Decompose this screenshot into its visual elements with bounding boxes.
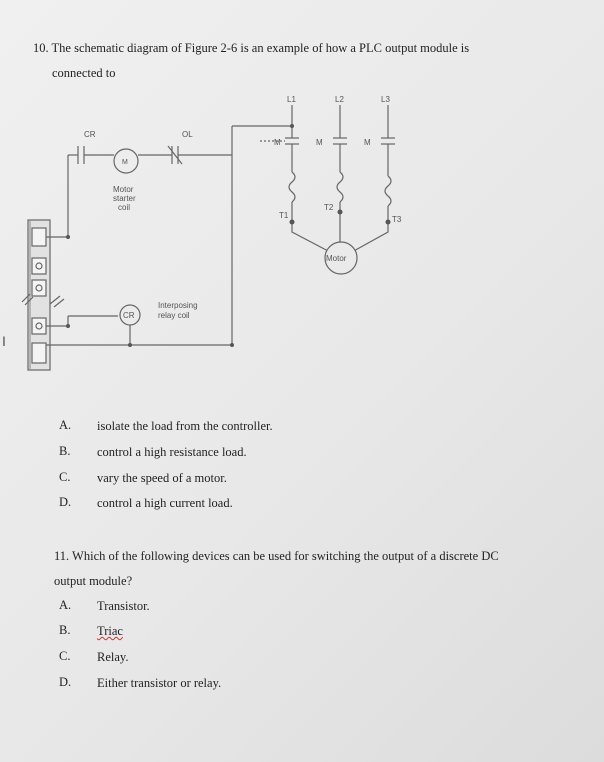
q10-option-c[interactable]: vary the speed of a motor. [97, 471, 227, 485]
q11-option-a-letter: A. [59, 598, 72, 612]
m1-label: M [274, 138, 281, 147]
q11-option-d[interactable]: Either transistor or relay. [97, 676, 222, 690]
q11-option-c-letter: C. [59, 649, 71, 663]
t2-label: T2 [324, 203, 334, 212]
q11-text-line1: 11. Which of the following devices can be used for switching the output of a discrete DC [54, 549, 499, 563]
schematic-diagram [0, 88, 604, 398]
t1-label: T1 [279, 211, 289, 220]
q10-text-line2: connected to [52, 66, 116, 80]
q11-text-line2: output module? [54, 574, 133, 588]
cr-contact-label: CR [84, 130, 96, 139]
l2-label: L2 [335, 95, 344, 104]
q11-option-b-letter: B. [59, 623, 71, 637]
text-cursor-icon: I [2, 333, 6, 349]
q10-option-a-letter: A. [59, 418, 72, 432]
l1-label: L1 [287, 95, 296, 104]
q10-option-d[interactable]: control a high current load. [97, 496, 233, 510]
cr-coil-label: CR [123, 311, 135, 320]
ol-contact-label: OL [182, 130, 193, 139]
terminal-1 [32, 258, 46, 274]
terminal-l2 [32, 343, 46, 363]
motor-starter-label-2: starter [113, 194, 136, 203]
terminal-l1 [32, 228, 46, 246]
t3-label: T3 [392, 215, 402, 224]
m-coil-label: M [122, 159, 128, 166]
q10-option-d-letter: D. [59, 495, 72, 509]
interposing-label-1: Interposing [158, 301, 198, 310]
m3-label: M [364, 138, 371, 147]
motor-label: Motor [326, 254, 347, 263]
q10-text-line1: 10. The schematic diagram of Figure 2-6 is an example of how a PLC output module is [33, 41, 470, 55]
q11-option-d-letter: D. [59, 675, 72, 689]
m2-label: M [316, 138, 323, 147]
q10-option-b[interactable]: control a high resistance load. [97, 445, 247, 459]
motor-starter-label-3: coil [118, 203, 131, 212]
terminal-2 [32, 280, 46, 296]
q10-option-c-letter: C. [59, 470, 71, 484]
q10-option-b-letter: B. [59, 444, 71, 458]
terminal-3 [32, 318, 46, 334]
l3-label: L3 [381, 95, 390, 104]
motor-starter-label-1: Motor [113, 185, 134, 194]
q11-option-a[interactable]: Transistor. [97, 599, 150, 613]
interposing-label-2: relay coil [158, 311, 190, 320]
q10-option-a[interactable]: isolate the load from the controller. [97, 419, 273, 433]
q11-option-b[interactable]: Triac [97, 624, 123, 638]
q11-option-c[interactable]: Relay. [97, 650, 129, 664]
